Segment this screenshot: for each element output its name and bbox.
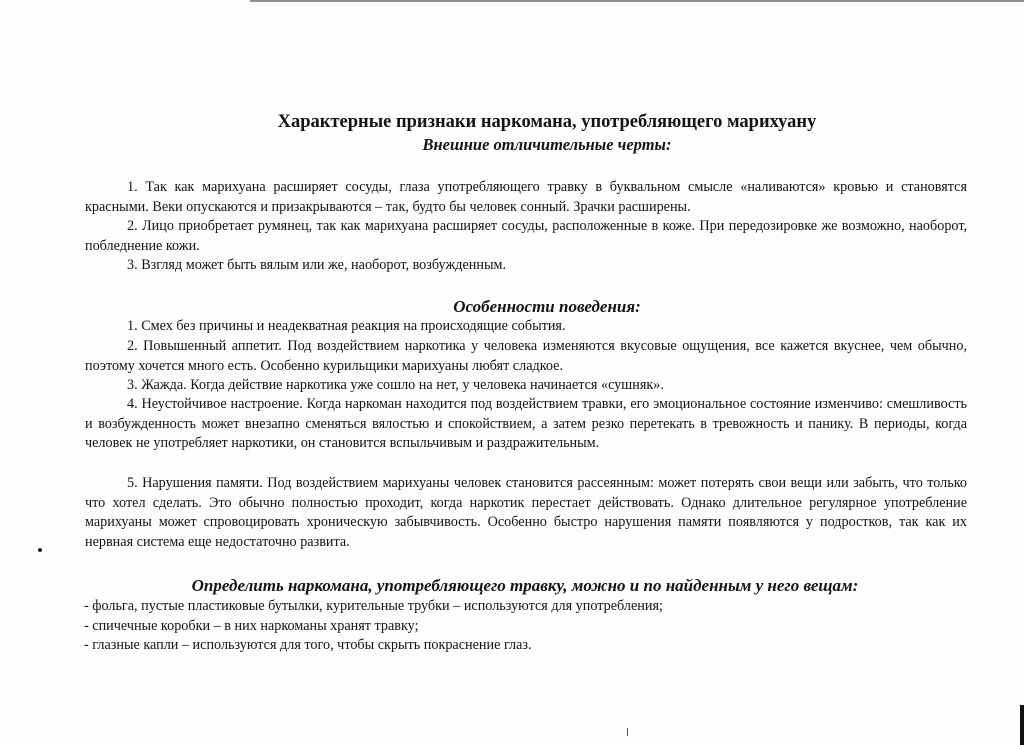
scan-edge-line xyxy=(250,0,1024,2)
section-heading-appearance: Внешние отличительные черты: xyxy=(422,135,672,154)
behavior-item: 3. Жажда. Когда действие наркотика уже сошло на нет, у человека начинается «сушняк». xyxy=(127,377,664,393)
behavior-item: 1. Смех без причины и неадекватная реакция на происходящие события. xyxy=(127,318,566,334)
section-heading-found-items: Определить наркомана, употребляющего травку, можно и по найденным у него вещам: xyxy=(191,576,859,595)
appearance-item: 2. Лицо приобретает румянец, так как марихуана расширяет сосуды, расположенные в коже. При передозировке же возможно, наоборот, побледнение кожи. xyxy=(85,218,967,254)
appearance-item: 1. Так как марихуана расширяет сосуды, глаза употребляющего травку в буквальном смысле «наливаются» кровью и становятся красными. Веки опускаются и призакрываются – так, будто бы человек сонный. Зрачки расширены. xyxy=(85,179,967,215)
appearance-item: 3. Взгляд может быть вялым или же, наоборот, возбужденным. xyxy=(127,257,507,273)
list-item: - спичечные коробки – в них наркоманы хранят травку; xyxy=(84,617,419,634)
behavior-item: 4. Неустойчивое настроение. Когда наркоман находится под воздействием травки, его эмоциональное состояние изменчиво: смешливость и возбужденность может внезапно сменяться вялостью и спокойствием, а затем резко перетекать в тревожность и панику. В периоды, когда человек не употребляет наркотики, он становится вспыльчивым и раздражительным. xyxy=(85,396,967,452)
list-item: - глазные капли – используются для того, чтобы скрыть покраснение глаз. xyxy=(84,637,532,654)
scan-speck xyxy=(627,728,628,736)
behavior-item: 2. Повышенный аппетит. Под воздействием наркотика у человека изменяются вкусовые ощущения, все кажется вкуснее, чем обычно, поэтому хочется много есть. Особенно курильщики марихуаны любят сладкое. xyxy=(85,338,967,374)
section-heading-behavior: Особенности поведения: xyxy=(453,297,641,316)
document-title: Характерные признаки наркомана, употребляющего марихуану xyxy=(277,112,817,132)
list-item: - фольга, пустые пластиковые бутылки, курительные трубки – используются для употребления; xyxy=(84,598,663,614)
found-items-list xyxy=(84,597,984,656)
scan-speck xyxy=(38,548,42,552)
behavior-item: 5. Нарушения памяти. Под воздействием марихуаны человек становится рассеянным: может потерять свои вещи или забыть, что только что хотел сделать. Это обычно полностью проходит, когда наркотик перестает действовать. Однако длительное регулярное употребление марихуаны может спровоцировать хроническую забывчивость. Особенно быстро нарушения памяти появляются у подростков, так как их нервная система еще недостаточно развита. xyxy=(85,475,967,550)
scan-edge-mark xyxy=(1020,705,1024,745)
